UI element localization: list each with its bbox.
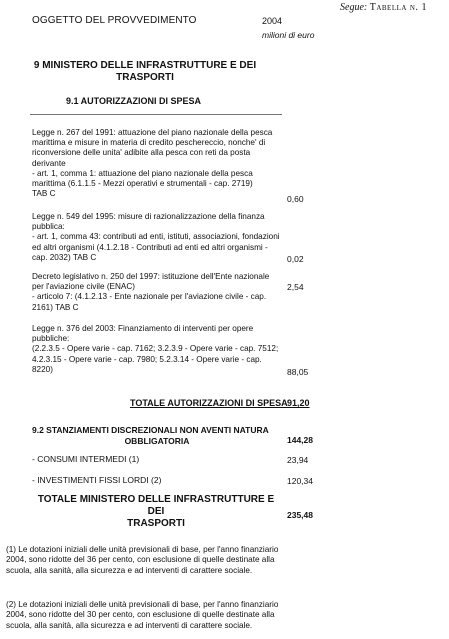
total-authorizations-label: TOTALE AUTORIZZAZIONI DI SPESA	[130, 398, 288, 408]
section-9-1-title: 9.1 AUTORIZZAZIONI DI SPESA	[66, 96, 202, 106]
section-9-2-title-line2: OBBLIGATORIA	[124, 436, 190, 446]
grand-total-value: 235,48	[287, 510, 313, 520]
entry-legge-549-1995	[32, 212, 280, 263]
column-header-units: milioni di euro	[262, 30, 315, 40]
grand-total-line2: TRASPORTI	[127, 518, 185, 529]
entry-value: 0,02	[287, 254, 304, 264]
entry-dlgs-250-1997	[32, 272, 280, 313]
entry-value: 88,05	[287, 367, 309, 377]
total-authorizations-value: 91,20	[287, 398, 310, 408]
entry-legge-267-1991	[32, 128, 280, 199]
footnote-1: (1) Le dotazioni iniziali delle unità previsionali di base, per l'anno finanziario 2004, sono ridotte del 36 per cento, con esclusione di quelle destinate alla scuola, alla sanità, alla sicurezza e ad interventi di carattere sociale.	[6, 545, 279, 575]
entry-legge-376-2003	[32, 324, 280, 375]
continuation-label	[340, 2, 427, 13]
table-number: Tabella n. 1	[369, 2, 427, 13]
ministry-title-line2: TRASPORTI	[116, 72, 174, 83]
section-divider	[30, 114, 282, 115]
entry-text: Legge n. 376 del 2003: Finanziamento di interventi per opere pubbliche: (2.2.3.5 - Opere varie - cap. 7162; 3.2.3.9 - Opere varie - cap. 7512; 4.2.3.15 - Opere varie - cap. 7980; 5.2.3.14 - Opere varie - cap. 8220)	[32, 324, 279, 374]
column-header-year: 2004	[262, 16, 283, 26]
row-consumi-intermedi: - CONSUMI INTERMEDI (1)	[32, 454, 140, 464]
ministry-title-line1: 9 MINISTERO DELLE INFRASTRUTTURE E DEI	[33, 60, 257, 71]
section-9-2-title-line1: 9.2 STANZIAMENTI DISCREZIONALI NON AVENTI NATURA	[32, 425, 269, 435]
entry-text: Decreto legislativo n. 250 del 1997: istituzione dell'Ente nazionale per l'aviazione civile (ENAC) - articolo 7: (4.1.2.13 - Ente nazionale per l'aviazione civile - cap. 2161) TAB C	[32, 272, 270, 312]
grand-total-line1: TOTALE MINISTERO DELLE INFRASTRUTTURE E DEI	[37, 494, 275, 517]
section-9-2-title	[32, 425, 282, 447]
column-header-subject: OGGETTO DEL PROVVEDIMENTO	[32, 15, 197, 26]
footnote-2: (2) Le dotazioni iniziali delle unità previsionali di base, per l'anno finanziario 2004, sono ridotte del 30 per cento, con esclusione di quelle destinate alla scuola, alla sanità, alla sicurezza e ad interventi di carattere sociale.	[6, 600, 279, 630]
ministry-title	[0, 60, 290, 84]
grand-total-title	[30, 494, 282, 530]
entry-text: Legge n. 549 del 1995: misure di razionalizzazione della finanza pubblica: - art. 1, comma 43: contributi ad enti, istituti, associazioni, fondazioni ed altri organismi (4.1.2.18 - Contributi ad enti ed altri organismi - cap. 2032) TAB C	[32, 212, 280, 262]
entry-value: 2,54	[287, 282, 304, 292]
segue-text: Segue:	[340, 2, 368, 13]
entry-text: Legge n. 267 del 1991: attuazione del piano nazionale della pesca marittima e misure in materia di credito peschereccio, nonche' di riconversione delle unita' adibite alla pesca con reti da posta derivante - art. 1, comma 1: attuazione del piano nazionale della pesca marittima (6.1.1.5 - Mezzi operativi e strumentali - cap. 2719) TAB C	[32, 128, 273, 199]
row-investimenti-fissi-lordi-value: 120,34	[287, 476, 313, 486]
section-9-2-value: 144,28	[287, 435, 313, 445]
row-investimenti-fissi-lordi: - INVESTIMENTI FISSI LORDI (2)	[32, 475, 162, 485]
entry-value: 0,60	[287, 194, 304, 204]
row-consumi-intermedi-value: 23,94	[287, 455, 309, 465]
